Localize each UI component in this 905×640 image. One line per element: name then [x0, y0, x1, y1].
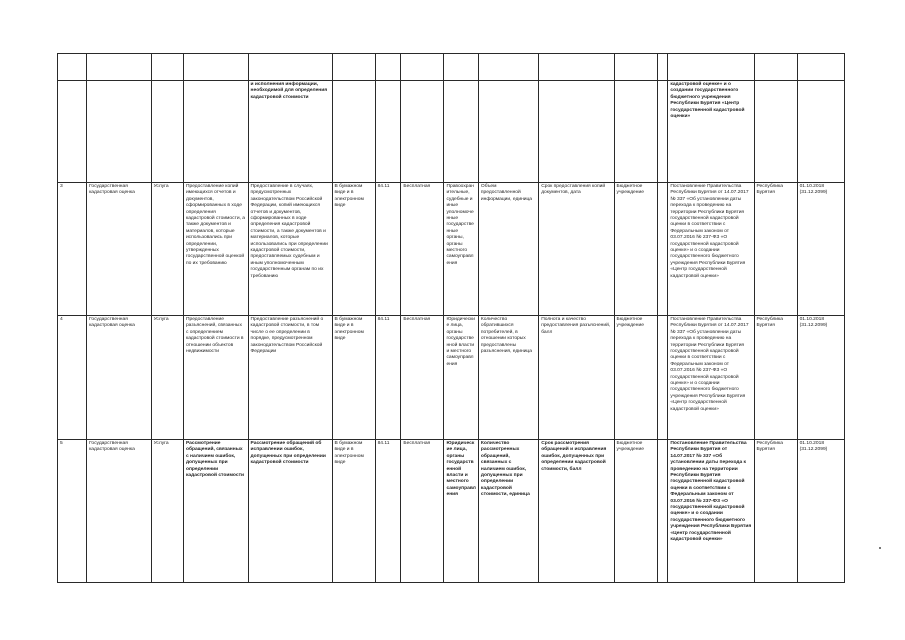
services-table: [57, 53, 845, 583]
table-cell: [151, 54, 183, 81]
table-cell: [539, 81, 614, 183]
cell-number: 5: [58, 440, 87, 583]
table-cell: [614, 81, 657, 183]
cell-provider: Бюджетное учреждение: [614, 440, 657, 583]
table-cell: [58, 54, 87, 81]
cell-form: В бумажном виде и в электронном виде: [332, 316, 375, 440]
table-row: [58, 316, 845, 440]
table-cell: [375, 81, 401, 183]
table-cell: [332, 54, 375, 81]
cell-deadline: Срок предоставления копий документов, дата: [539, 183, 614, 316]
cell-description: Предоставление в случаях, предусмотренных законодательством Российской Федерации, копий имеющихся отчетов и документов, сформированных в ходе определения кадастровой стоимости, а также документов и материалов, которые использовались при определении кадастровой стоимости, предоставляемых судебным и иным уполномоченным государственным органам по их требованию: [248, 183, 332, 316]
cell-result: Предоставление разъяснений, связанных с определением кадастровой стоимости в отношении объектов недвижимости: [183, 316, 248, 440]
table-row: [58, 183, 845, 316]
table-cell: [332, 81, 375, 183]
cell-kind: Услуга: [151, 316, 183, 440]
table-cell: [657, 81, 668, 183]
table-cell: [657, 54, 668, 81]
table-cell: [478, 81, 538, 183]
cell-consumers: Юридические лица, органы государственной власти и местного самоуправления: [444, 440, 478, 583]
table-cell: [539, 54, 614, 81]
table-cell: [151, 81, 183, 183]
cell-service-name: Государственная кадастровая оценка: [87, 183, 152, 316]
table-row: [58, 54, 845, 81]
table-cell: [183, 81, 248, 183]
cell-payment: Бесплатная: [401, 183, 444, 316]
cell-consumers: Юридические лица, органы государственной власти и местного самоуправления: [444, 316, 478, 440]
cell-deadline: Срок рассмотрения обращений и исправления ошибок, допущенных при определении кадастровой стоимости, балл: [539, 440, 614, 583]
cell-service-name: Государственная кадастровая оценка: [87, 440, 152, 583]
table-cell: [375, 54, 401, 81]
table-cell: [754, 81, 797, 183]
table-cell: [58, 81, 87, 183]
cell-legal-basis: Постановление Правительства Республики Бурятия от 14.07.2017 № 337 «Об установлении даты перехода к проведению на территории Республики Бурятия государственной кадастровой оценки в соответствии с Федеральным законом от 03.07.2016 № 237-ФЗ «О государственной кадастровой оценке» и о создании государственного бюджетного учреждения Республики Бурятия «Центр государственной кадастровой оценки»: [668, 316, 754, 440]
cell-okved: 84.11: [375, 183, 401, 316]
cell-period: 01.10.2018 (31.12.2099): [797, 440, 844, 583]
cell-deadline: Полнота и качество предоставления разъяснений, балл: [539, 316, 614, 440]
cell-period: 01.10.2018 (31.12.2099): [797, 183, 844, 316]
table-row: [58, 81, 845, 183]
cell-number: 3: [58, 183, 87, 316]
table-cell: [401, 54, 444, 81]
cell-volume: Количество рассмотренных обращений, связанных с наличием ошибок, допущенных при определении кадастровой стоимости, единица: [478, 440, 538, 583]
cell-volume: Количество обратившихся потребителей, в отношении которых предоставлены разъяснения, единица: [478, 316, 538, 440]
cell-result: Предоставление копий имеющихся отчетов и документов, сформированных в ходе определения кадастровой стоимости, а также документов и материалов, которые использовались при определении, утвержденных государственной оценкой по их требованию: [183, 183, 248, 316]
cell-region: Республика Бурятия: [754, 440, 797, 583]
cell-service-name: Государственная кадастровая оценка: [87, 316, 152, 440]
cell-description: Предоставление разъяснений о кадастровой стоимости, в том числе о ее определении в порядке, предусмотренном законодательством Российской Федерации: [248, 316, 332, 440]
cell-region: Республика Бурятия: [754, 183, 797, 316]
cell-provider: Бюджетное учреждение: [614, 316, 657, 440]
table-cell: [183, 54, 248, 81]
table-cell: [657, 316, 668, 440]
cell-payment: Бесплатная: [401, 316, 444, 440]
table-cell: [87, 81, 152, 183]
cell-kind: Услуга: [151, 440, 183, 583]
cell-okved: 84.11: [375, 440, 401, 583]
table-cell: [401, 81, 444, 183]
cell-kind: Услуга: [151, 183, 183, 316]
table-cell: [657, 183, 668, 316]
table-cell: [248, 54, 332, 81]
cell-payment: Бесплатная: [401, 440, 444, 583]
table-cell: [754, 54, 797, 81]
cell-continued-basis: кадастровой оценке» и о создании государственного бюджетного учреждения Республики Бурятия «Центр государственной кадастровой оценки»: [668, 81, 754, 183]
cell-consumers: Правоохранительные, судебные и иные уполномоченные государственные органы, органы местного самоуправления: [444, 183, 478, 316]
cell-period: 01.10.2018 (31.12.2099): [797, 316, 844, 440]
table-cell: [444, 81, 478, 183]
cell-form: В бумажном виде и в электронном виде: [332, 440, 375, 583]
cell-continued-description: и исполнения информации, необходимой для определения кадастровой стоимости: [248, 81, 332, 183]
cell-legal-basis: Постановление Правительства Республики Бурятия от 14.07.2017 № 337 «Об установлении даты перехода к проведению на территории Республики Бурятия государственной кадастровой оценки в соответствии с Федеральным законом от 03.07.2016 № 237-ФЗ «О государственной кадастровой оценке» и о создании государственного бюджетного учреждения Республики Бурятия «Центр государственной кадастровой оценки»: [668, 183, 754, 316]
table-cell: [797, 81, 844, 183]
cell-number: 4: [58, 316, 87, 440]
table-cell: [797, 54, 844, 81]
table-cell: [657, 440, 668, 583]
cell-form: В бумажном виде и в электронном виде: [332, 183, 375, 316]
cell-result: Рассмотрение обращений, связанных с наличием ошибок, допущенных при определении кадастровой стоимости: [183, 440, 248, 583]
table-cell: [614, 54, 657, 81]
cell-provider: Бюджетное учреждение: [614, 183, 657, 316]
table-cell: [87, 54, 152, 81]
cell-region: Республика Бурятия: [754, 316, 797, 440]
cell-okved: 84.11: [375, 316, 401, 440]
cell-description: Рассмотрение обращений об исправлении ошибок, допущенных при определении кадастровой стоимости: [248, 440, 332, 583]
table-cell: [478, 54, 538, 81]
table-row: [58, 440, 845, 583]
cell-volume: Объем предоставленной информации, единица: [478, 183, 538, 316]
table-cell: [444, 54, 478, 81]
table-cell: [668, 54, 754, 81]
cell-legal-basis: Постановление Правительства Республики Бурятия от 14.07.2017 № 337 «Об установлении даты перехода к проведению на территории Республики Бурятия государственной кадастровой оценки в соответствии с Федеральным законом от 03.07.2016 № 237-ФЗ «О государственной кадастровой оценке» и о создании государственного бюджетного учреждения Республики Бурятия «Центр государственной кадастровой оценки»: [668, 440, 754, 583]
scan-speck: [879, 547, 881, 549]
